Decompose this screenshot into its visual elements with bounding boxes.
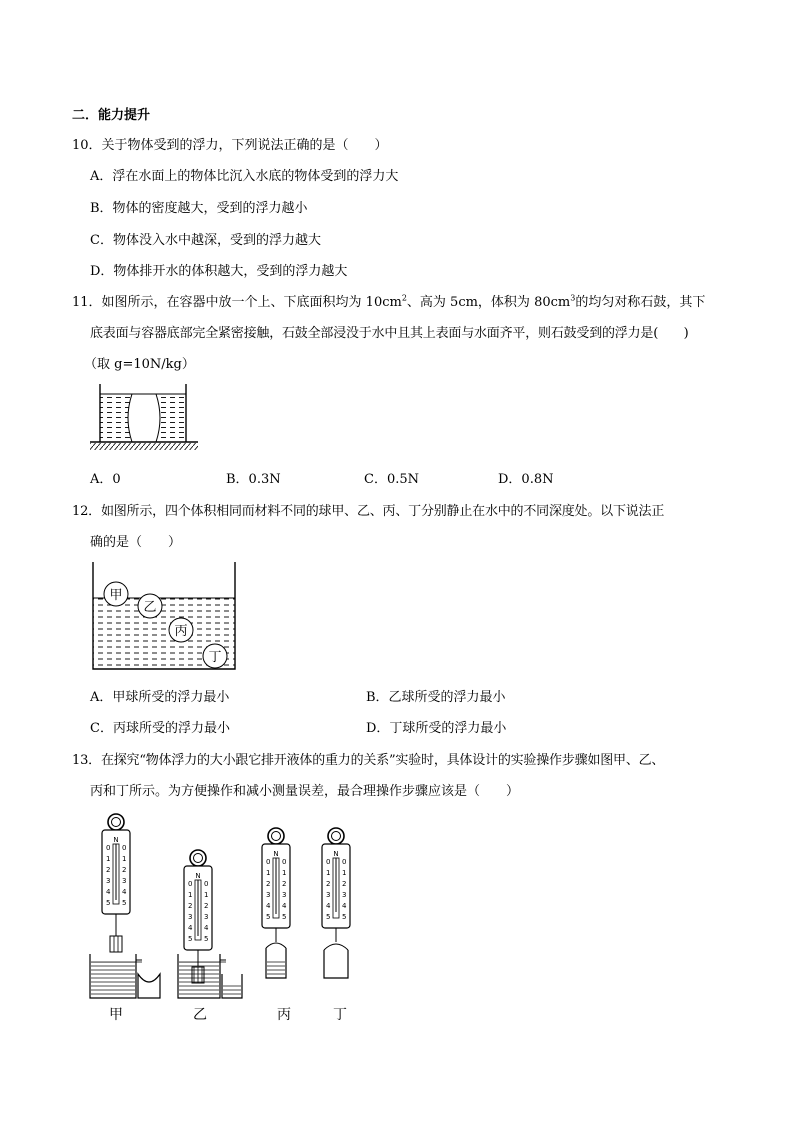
q10-stem: 10．关于物体受到的浮力，下列说法正确的是（ ）: [72, 138, 388, 153]
ball-jia-label: 甲: [109, 588, 123, 603]
q13-stem-line2: 丙和丁所示。为方便操作和减小测量误差，最合理操作步骤应该是（ ）: [90, 784, 520, 799]
scale-yi-tick-r3: 3: [204, 913, 209, 921]
scale-ding-tick-r4: 4: [342, 902, 347, 910]
scale-bing-tick-4: 4: [266, 902, 271, 910]
q11-stem-line3: （取 g=10N/kg）: [84, 357, 195, 372]
scale-bing-tick-2: 2: [266, 880, 271, 888]
q12-option-b: B．乙球所受的浮力最小: [366, 690, 506, 705]
scale-ding-tick-r2: 2: [342, 880, 347, 888]
scale-ding-tick-4: 4: [326, 902, 331, 910]
q11-option-c: C．0.5N: [364, 472, 419, 487]
figure-label-yi: 乙: [193, 1007, 207, 1023]
scale-yi-tick-r4: 4: [204, 924, 209, 932]
ball-ding: [203, 644, 227, 668]
ball-bing: [169, 618, 193, 642]
scale-ding-tick-5: 5: [326, 913, 331, 921]
q11-container-figure: [88, 380, 204, 452]
scale-bing-tick-0: 0: [266, 858, 271, 866]
spring-scale-bing: [262, 828, 290, 978]
scale-bing-tick-r5: 5: [282, 913, 287, 921]
q10-option-c: C．物体没入水中越深，受到的浮力越大: [90, 233, 321, 248]
scale-ding-tick-r3: 3: [342, 891, 347, 899]
scale-jia-tick-1: 1: [106, 855, 111, 863]
scale-bing-tick-r4: 4: [282, 902, 287, 910]
q12-option-c: C．丙球所受的浮力最小: [90, 721, 230, 736]
scale-jia-tick-r5: 5: [122, 899, 127, 907]
q11-option-b: B．0.3N: [226, 472, 281, 487]
scale-jia-tick-2: 2: [106, 866, 111, 874]
ball-yi: [138, 594, 162, 618]
scale-ding-tick-0: 0: [326, 858, 331, 866]
ball-jia: [104, 582, 128, 606]
scale-jia-tick-4: 4: [106, 888, 111, 896]
scale-ding-tick-2: 2: [326, 880, 331, 888]
ball-bing-label: 丙: [174, 624, 188, 639]
q11-option-d: D．0.8N: [498, 472, 554, 487]
scale-jia-tick-3: 3: [106, 877, 111, 885]
scale-yi-tick-r2: 2: [204, 902, 209, 910]
scale-bing-tick-r1: 1: [282, 869, 287, 877]
q11-stem-line2: 底表面与容器底部完全紧密接触，石鼓全部浸没于水中且其上表面与水面齐平，则石鼓受到的浮力是( ): [90, 326, 689, 341]
scale-yi-tick-r0: 0: [204, 880, 209, 888]
q11-sup-volume: 3: [570, 293, 576, 303]
q10-option-d: D．物体排开水的体积越大，受到的浮力越大: [90, 264, 348, 279]
scale-ding-tick-r1: 1: [342, 869, 347, 877]
scale-yi-unit: N: [195, 872, 201, 880]
q10-option-b: B．物体的密度越大，受到的浮力越小: [90, 201, 308, 216]
scale-jia-tick-5: 5: [106, 899, 111, 907]
scale-ding-tick-3: 3: [326, 891, 331, 899]
scale-jia-unit: N: [113, 836, 119, 844]
ball-ding-label: 丁: [208, 650, 222, 665]
scale-bing-tick-3: 3: [266, 891, 271, 899]
spring-scale-yi: [178, 850, 242, 998]
scale-bing-tick-r2: 2: [282, 880, 287, 888]
scale-yi-tick-5: 5: [188, 935, 193, 943]
scale-bing-tick-5: 5: [266, 913, 271, 921]
scale-jia-tick-r2: 2: [122, 866, 127, 874]
q13-spring-scale-figure: [80, 812, 380, 1027]
spring-scale-jia: [90, 814, 160, 998]
scale-bing-tick-1: 1: [266, 869, 271, 877]
q10-option-a: A．浮在水面上的物体比沉入水底的物体受到的浮力大: [90, 169, 399, 184]
q11-text-a: 11．如图所示，在容器中放一个上、下底面积均为 10cm: [72, 295, 402, 310]
scale-ding-tick-1: 1: [326, 869, 331, 877]
scale-jia-tick-r3: 3: [122, 877, 127, 885]
scale-yi-tick-4: 4: [188, 924, 193, 932]
q12-stem-line1: 12．如图所示，四个体积相同而材料不同的球甲、乙、丙、丁分别静止在水中的不同深度处。以下说法正: [72, 504, 665, 519]
scale-bing-unit: N: [273, 850, 279, 858]
q11-stem-line1: [72, 291, 705, 310]
q11-option-a: A．0: [90, 472, 121, 487]
q12-option-a: A．甲球所受的浮力最小: [90, 690, 230, 705]
scale-jia-tick-0: 0: [106, 844, 111, 852]
scale-bing-tick-r3: 3: [282, 891, 287, 899]
q11-text-b: 、高为 5cm，体积为 80cm: [406, 295, 571, 310]
scale-ding-tick-r5: 5: [342, 913, 347, 921]
scale-jia-tick-r1: 1: [122, 855, 127, 863]
scale-jia-tick-r4: 4: [122, 888, 127, 896]
figure-label-bing: 丙: [277, 1007, 291, 1023]
q11-text-c: 的均匀对称石鼓，其下: [575, 295, 706, 310]
scale-bing-tick-r0: 0: [282, 858, 287, 866]
scale-ding-tick-r0: 0: [342, 858, 347, 866]
q13-stem-line1: 13．在探究“物体浮力的大小跟它排开液体的重力的关系”实验时，具体设计的实验操作步骤如图甲、乙、: [72, 753, 665, 768]
scale-yi-tick-0: 0: [188, 880, 193, 888]
figure-label-ding: 丁: [333, 1007, 347, 1023]
q12-stem-line2: 确的是（ ）: [90, 535, 182, 550]
q11-sup-area: 2: [401, 293, 407, 303]
scale-yi-tick-2: 2: [188, 902, 193, 910]
scale-yi-tick-r1: 1: [204, 891, 209, 899]
scale-jia-tick-r0: 0: [122, 844, 127, 852]
q12-option-d: D．丁球所受的浮力最小: [366, 721, 507, 736]
scale-yi-tick-1: 1: [188, 891, 193, 899]
scale-ding-unit: N: [333, 850, 339, 858]
scale-yi-tick-r5: 5: [204, 935, 209, 943]
scale-yi-tick-3: 3: [188, 913, 193, 921]
spring-scale-ding: [322, 828, 350, 978]
q11-options: [90, 468, 690, 488]
section-title: 二．能力提升: [72, 108, 151, 123]
figure-label-jia: 甲: [109, 1007, 123, 1023]
ball-yi-label: 乙: [143, 600, 157, 615]
q12-beaker-figure: [88, 560, 240, 672]
